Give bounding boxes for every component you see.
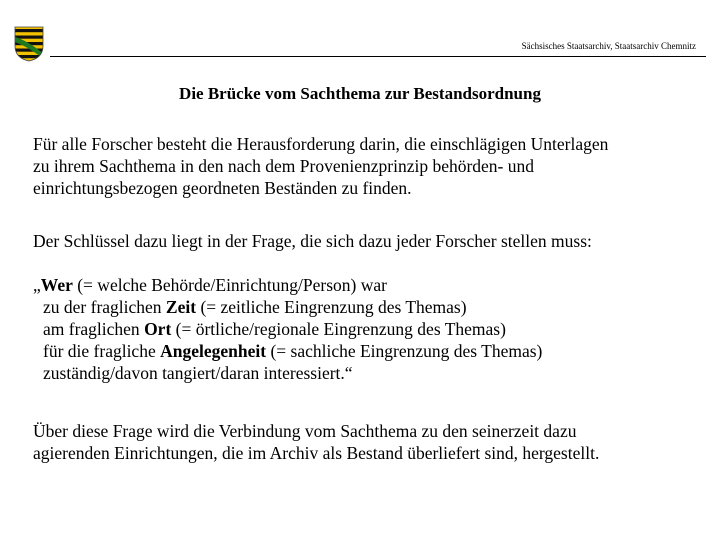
quote-line-who: „Wer (= welche Behörde/Einrichtung/Person) war [33, 275, 387, 295]
quote-line-closing: zuständig/davon tangiert/daran interessiert.“ [43, 363, 353, 383]
key-question-paragraph: Der Schlüssel dazu liegt in der Frage, die sich dazu jeder Forscher stellen muss: [33, 231, 592, 251]
text-line: einrichtungsbezogen geordneten Beständen zu finden. [33, 178, 412, 198]
text-line: agierenden Einrichtungen, die im Archiv als Bestand überliefert sind, hergestellt. [33, 443, 600, 463]
saxony-coat-of-arms-icon [14, 26, 44, 62]
text-line: Für alle Forscher besteht die Herausforderung darin, die einschlägigen Unterlagen [33, 134, 609, 154]
header-divider [50, 56, 706, 57]
conclusion-paragraph [33, 420, 713, 464]
quote-line-matter: für die fragliche Angelegenheit (= sachliche Eingrenzung des Themas) [43, 341, 543, 361]
intro-paragraph [33, 133, 713, 199]
archive-name: Sächsisches Staatsarchiv, Staatsarchiv Chemnitz [521, 41, 696, 51]
text-line: zu ihrem Sachthema in den nach dem Provenienzprinzip behörden- und [33, 156, 535, 176]
question-quote [33, 274, 713, 384]
quote-line-place: am fraglichen Ort (= örtliche/regionale Eingrenzung des Themas) [43, 319, 506, 339]
page-title: Die Brücke vom Sachthema zur Bestandsordnung [179, 84, 541, 103]
text-line: Über diese Frage wird die Verbindung vom Sachthema zu den seinerzeit dazu [33, 421, 577, 441]
quote-line-time: zu der fraglichen Zeit (= zeitliche Eingrenzung des Themas) [43, 297, 467, 317]
